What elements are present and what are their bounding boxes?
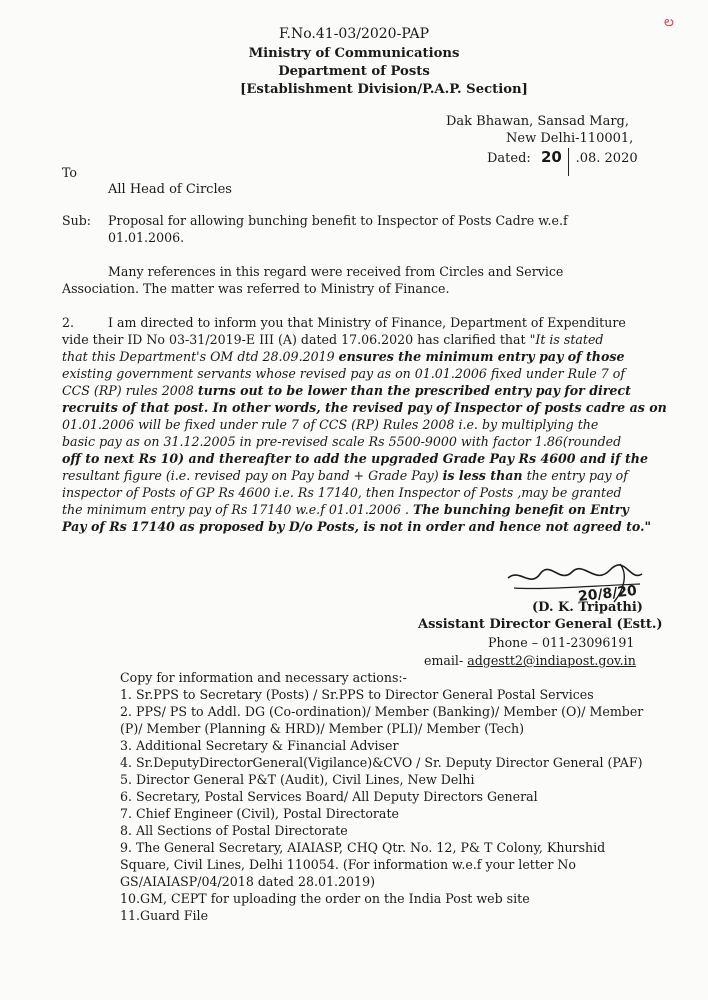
para2-line-3 <box>62 349 624 365</box>
email-label: email- <box>424 653 464 668</box>
copy-item: 10.GM, CEPT for uploading the order on the India Post web site <box>120 891 530 906</box>
para2-line-9: off to next Rs 10) and thereafter to add the upgraded Grade Pay Rs 4600 and if the <box>62 451 648 466</box>
copy-item: GS/AIAIASP/04/2018 dated 28.01.2019) <box>120 874 375 889</box>
copy-heading: Copy for information and necessary actions:- <box>120 670 407 685</box>
para1-line-2: Association. The matter was referred to Ministry of Finance. <box>62 281 450 296</box>
copy-item: 8. All Sections of Postal Directorate <box>120 823 348 838</box>
para2-line-7 <box>62 417 598 433</box>
para2-line-2 <box>62 332 604 348</box>
para2-line-12a: the minimum entry pay of Rs 17140 w.e.f 01.01.2006 . <box>62 502 413 517</box>
to-label: To <box>62 165 78 180</box>
ministry-name: Ministry of Communications <box>248 46 460 61</box>
file-number: F.No.41-03/2020-PAP <box>279 26 429 42</box>
para2-line-10b: is less than <box>442 468 523 483</box>
address-line-1: Dak Bhawan, Sansad Marg, <box>446 114 630 129</box>
para2-line-10a: resultant figure (i.e. revised pay on Pay band + Grade Pay) <box>62 468 443 483</box>
para2-line-2a: vide their ID No 03-31/2019-E III (A) dated 17.06.2020 has clarified that <box>62 332 530 347</box>
date-stroke <box>568 148 570 176</box>
address-line-2: New Delhi-110001, <box>506 131 634 146</box>
copy-item: 9. The General Secretary, AIAIASP, CHQ Qtr. No. 12, P& T Colony, Khurshid <box>120 840 606 855</box>
subject-text-2: 01.01.2006. <box>108 230 185 245</box>
copy-item: 2. PPS/ PS to Addl. DG (Co-ordination)/ Member (Banking)/ Member (O)/ Member <box>120 704 644 719</box>
para2-line-12 <box>62 502 629 518</box>
para2-line-10c: the entry pay of <box>522 468 628 483</box>
email-link[interactable]: adgestt2@indiapost.gov.in <box>467 653 636 668</box>
para1-line-1: Many references in this regard were received from Circles and Service <box>108 264 564 279</box>
department-name: Department of Posts <box>278 64 430 79</box>
para2-line-6: recruits of that post. In other words, the revised pay of Inspector of posts cadre as on <box>62 400 667 415</box>
para2-line-12b: The bunching benefit on Entry <box>412 502 629 517</box>
recipient: All Head of Circles <box>108 182 232 197</box>
dated-day-handwritten: 20 <box>540 148 562 166</box>
dated-line <box>487 148 638 176</box>
signatory-email-line <box>424 653 636 669</box>
para2-number: 2. <box>62 315 75 330</box>
copy-item: 4. Sr.DeputyDirectorGeneral(Vigilance)&CVO / Sr. Deputy Director General (PAF) <box>120 755 643 770</box>
para2-line-13: Pay of Rs 17140 as proposed by D/o Posts, is not in order and hence not agreed to." <box>62 519 652 534</box>
para2-line-5b: turns out to be lower than the prescribed entry pay for direct <box>197 383 631 398</box>
para2-line-3a: that this Department's OM dtd 28.09.2019 <box>62 349 339 364</box>
signatory-phone: Phone – 011-23096191 <box>488 635 635 650</box>
corner-mark: ల <box>664 14 674 30</box>
para2-line-5a: CCS (RP) rules 2008 <box>62 383 198 398</box>
para2-line-5 <box>62 383 631 399</box>
copy-item: Square, Civil Lines, Delhi 110054. (For information w.e.f your letter No <box>120 857 576 872</box>
para2-line-10 <box>62 468 628 484</box>
para2-line-7a: 01.01.2006 <box>62 417 139 432</box>
subject-label: Sub: <box>62 213 92 228</box>
dated-rest: .08. 2020 <box>575 151 638 166</box>
para2-line-11: inspector of Posts of GP Rs 4600 i.e. Rs 17140, then Inspector of Posts ,may be granted <box>62 485 622 500</box>
para2-line-4: existing government servants whose revised pay as on 01.01.2006 fixed under Rule 7 of <box>62 366 625 381</box>
copy-item: (P)/ Member (Planning & HRD)/ Member (PLI)/ Member (Tech) <box>120 721 525 736</box>
para2-line-1: I am directed to inform you that Ministry of Finance, Department of Expenditure <box>108 315 626 330</box>
division-name: [Establishment Division/P.A.P. Section] <box>240 82 528 97</box>
para2-line-8: basic pay as on 31.12.2005 in pre-revised scale Rs 5500-9000 with factor 1.86(rounded <box>62 434 622 449</box>
para2-line-7b: will be fixed under rule 7 of CCS (RP) Rules 2008 i.e. by multiplying the <box>138 417 599 432</box>
copy-item: 5. Director General P&T (Audit), Civil Lines, New Delhi <box>120 772 475 787</box>
copy-item: 3. Additional Secretary & Financial Adviser <box>120 738 399 753</box>
copy-item: 11.Guard File <box>120 908 209 923</box>
dated-label: Dated: <box>487 151 531 166</box>
copy-item: 6. Secretary, Postal Services Board/ All Deputy Directors General <box>120 789 538 804</box>
copy-item: 1. Sr.PPS to Secretary (Posts) / Sr.PPS to Director General Postal Services <box>120 687 594 702</box>
signatory-designation: Assistant Director General (Estt.) <box>418 617 663 632</box>
para2-line-2b: "It is stated <box>529 332 604 347</box>
signatory-name: (D. K. Tripathi) <box>532 600 643 615</box>
signature-date-handwritten: 20/8/20 <box>577 582 638 606</box>
subject-text-1: Proposal for allowing bunching benefit to Inspector of Posts Cadre w.e.f <box>108 213 568 228</box>
para2-line-3b: ensures the minimum entry pay of those <box>338 349 625 364</box>
copy-item: 7. Chief Engineer (Civil), Postal Directorate <box>120 806 399 821</box>
